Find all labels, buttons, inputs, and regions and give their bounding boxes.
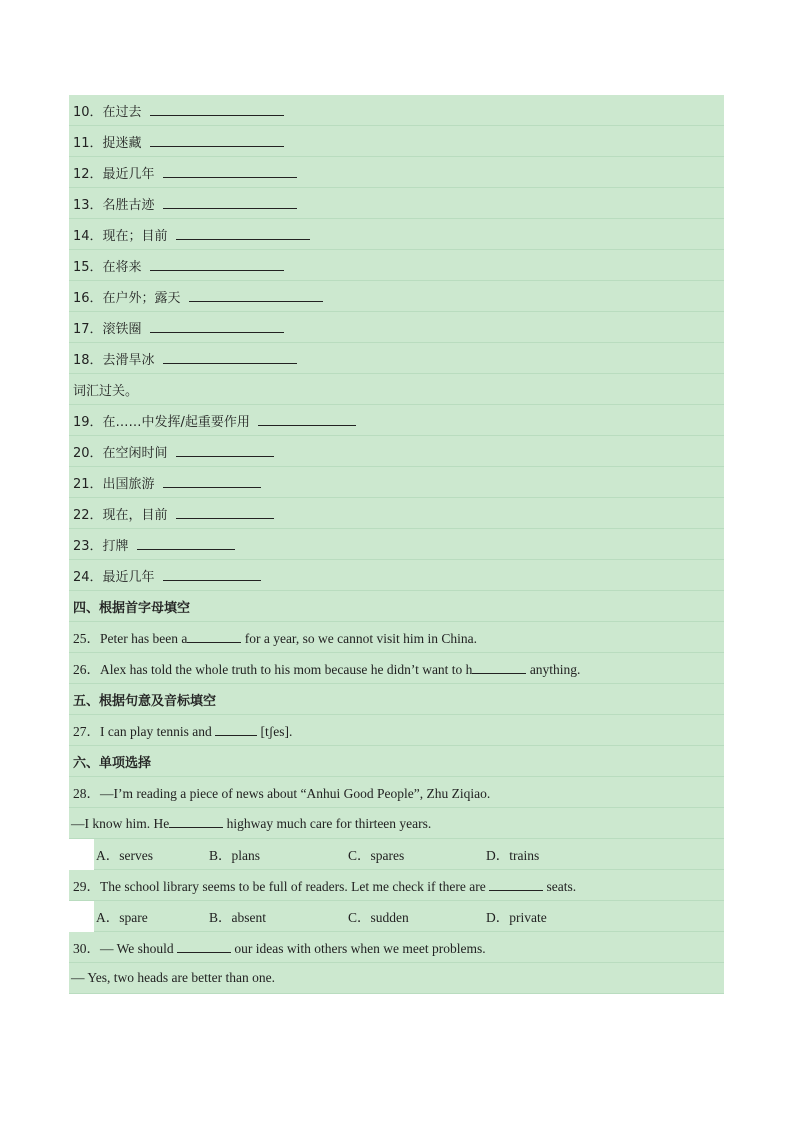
item-number: 18． <box>73 352 103 368</box>
question-row <box>69 653 724 684</box>
vocab-row <box>69 529 724 560</box>
item-text: 名胜古迹 <box>102 197 155 213</box>
question-text: for a year, so we cannot visit him in China. <box>241 631 478 646</box>
answer-blank[interactable] <box>489 877 543 891</box>
question-row <box>69 932 724 963</box>
question-number: 27． <box>73 724 100 739</box>
question-text: — We should <box>100 941 178 956</box>
section-heading <box>69 746 724 777</box>
option-d[interactable]: D．private <box>486 910 547 925</box>
question-text: The school library seems to be full of readers. Let me check if there are <box>100 879 490 894</box>
option-a[interactable]: A．serves <box>96 848 153 863</box>
item-number: 19． <box>73 414 103 430</box>
item-text: 最近几年 <box>102 166 155 182</box>
vocab-row <box>69 95 724 126</box>
options-row <box>69 901 724 932</box>
item-text: 现在；目前 <box>102 228 168 244</box>
question-number: 25． <box>73 631 100 646</box>
vocab-row <box>69 126 724 157</box>
vocab-row <box>69 312 724 343</box>
item-text: 最近几年 <box>102 569 155 585</box>
answer-blank[interactable] <box>163 350 297 364</box>
item-number: 12． <box>73 166 103 182</box>
question-row <box>69 808 724 839</box>
question-row <box>69 715 724 746</box>
option-a[interactable]: A．spare <box>96 910 148 925</box>
vocab-row <box>69 405 724 436</box>
item-number: 11． <box>73 135 103 151</box>
answer-blank[interactable] <box>176 226 310 240</box>
answer-blank[interactable] <box>258 412 356 426</box>
item-number: 13． <box>73 197 103 213</box>
vocab-row <box>69 250 724 281</box>
vocab-row <box>69 219 724 250</box>
option-b[interactable]: B．absent <box>209 910 266 925</box>
vocab-row <box>69 498 724 529</box>
option-c[interactable]: C．spares <box>348 848 405 863</box>
item-text: 在户外；露天 <box>102 290 181 306</box>
option-b[interactable]: B．plans <box>209 848 261 863</box>
answer-blank[interactable] <box>163 474 261 488</box>
answer-blank[interactable] <box>177 939 231 953</box>
item-number: 14． <box>73 228 103 244</box>
answer-blank[interactable] <box>163 567 261 581</box>
item-text: 去滑旱冰 <box>102 352 155 368</box>
answer-blank[interactable] <box>215 722 257 736</box>
item-number: 15． <box>73 259 103 275</box>
answer-blank[interactable] <box>137 536 235 550</box>
answer-blank[interactable] <box>150 133 284 147</box>
question-text: Alex has told the whole truth to his mom because he didn’t want to h <box>100 662 473 677</box>
question-number: 26． <box>73 662 100 677</box>
section-heading <box>69 684 724 715</box>
question-text: seats. <box>543 879 577 894</box>
item-text: 在过去 <box>102 104 142 120</box>
vocab-row <box>69 343 724 374</box>
answer-blank[interactable] <box>189 288 323 302</box>
question-text: highway much care for thirteen years. <box>223 816 432 831</box>
vocab-row <box>69 157 724 188</box>
section-title: 四、根据首字母填空 <box>73 600 191 616</box>
vocab-row <box>69 467 724 498</box>
item-text: 现在，目前 <box>102 507 168 523</box>
item-text: 在空闲时间 <box>102 445 168 461</box>
answer-blank[interactable] <box>163 164 297 178</box>
answer-blank[interactable] <box>150 257 284 271</box>
question-row <box>69 870 724 901</box>
answer-blank[interactable] <box>176 443 274 457</box>
answer-blank[interactable] <box>163 195 297 209</box>
question-row <box>69 777 724 808</box>
question-text: I can play tennis and <box>100 724 216 739</box>
answer-blank[interactable] <box>150 319 284 333</box>
answer-blank[interactable] <box>176 505 274 519</box>
question-row <box>69 622 724 653</box>
question-text: [tʃes]. <box>257 724 293 739</box>
question-text: anything. <box>526 662 581 677</box>
option-c[interactable]: C．sudden <box>348 910 409 925</box>
answer-blank[interactable] <box>150 102 284 116</box>
answer-blank[interactable] <box>169 814 223 828</box>
answer-blank[interactable] <box>187 629 241 643</box>
item-text: 滚铁圈 <box>102 321 142 337</box>
item-number: 24． <box>73 569 103 585</box>
vocab-row <box>69 281 724 312</box>
item-text: 打牌 <box>102 538 129 554</box>
question-number: 28． <box>73 786 100 801</box>
item-number: 17． <box>73 321 103 337</box>
question-number: 29． <box>73 879 100 894</box>
section-title: 词汇过关。 <box>73 383 139 399</box>
section-title: 五、根据句意及音标填空 <box>73 693 217 709</box>
question-text: our ideas with others when we meet problems. <box>231 941 486 956</box>
item-number: 20． <box>73 445 103 461</box>
question-row <box>69 963 724 994</box>
item-number: 23． <box>73 538 103 554</box>
answer-blank[interactable] <box>472 660 526 674</box>
item-number: 22． <box>73 507 103 523</box>
item-text: 捉迷藏 <box>102 135 142 151</box>
item-text: 出国旅游 <box>102 476 155 492</box>
item-text: 在将来 <box>102 259 142 275</box>
item-number: 10． <box>73 104 103 120</box>
vocab-row <box>69 436 724 467</box>
question-text: —I know him. He <box>71 816 170 831</box>
section-heading <box>69 591 724 622</box>
options-row <box>69 839 724 870</box>
question-number: 30． <box>73 941 100 956</box>
item-text: 在……中发挥/起重要作用 <box>102 414 250 430</box>
item-number: 16． <box>73 290 103 306</box>
section-heading <box>69 374 724 405</box>
question-text: —I’m reading a piece of news about “Anhui Good People”, Zhu Ziqiao. <box>100 786 491 801</box>
question-text: Peter has been a <box>100 631 188 646</box>
vocab-row <box>69 560 724 591</box>
question-text: — Yes, two heads are better than one. <box>71 970 275 985</box>
vocab-row <box>69 188 724 219</box>
item-number: 21． <box>73 476 103 492</box>
worksheet <box>69 95 724 994</box>
section-title: 六、单项选择 <box>73 755 152 771</box>
option-d[interactable]: D．trains <box>486 848 540 863</box>
